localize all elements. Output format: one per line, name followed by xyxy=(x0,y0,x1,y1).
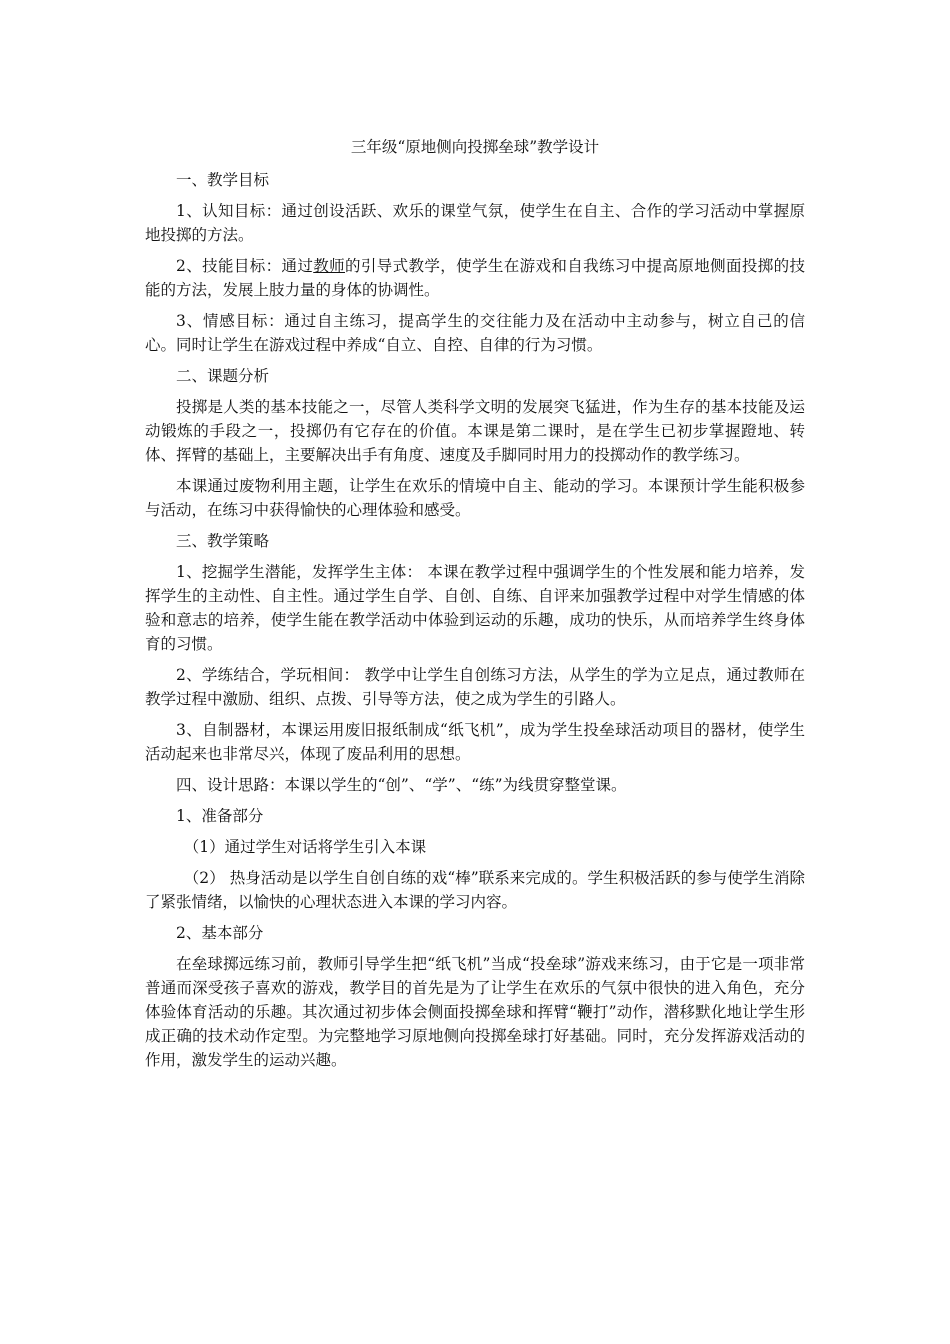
design-subheading-basic: 2、基本部分 xyxy=(176,924,264,942)
design-subheading-preparation: 1、准备部分 xyxy=(176,807,264,825)
section-heading-analysis: 二、课题分析 xyxy=(176,367,270,385)
underlined-word-teacher: 教师 xyxy=(313,257,345,275)
strategy-paragraph-1: 1、挖掘学生潜能，发挥学生主体： 本课在教学过程中强调学生的个性发展和能力培养，发挥学生的主动性、自主性。通过学生自学、自创、自练、自评来加强教学过程中对学生情感的体验和意志的培养，使学生能在教学活动中体验到运动的乐趣，成功的快乐，从而培养学生终身体育的习惯。 xyxy=(145,563,805,653)
objective-skill-text-start: 2、技能目标：通过 xyxy=(176,257,314,275)
section-heading-design: 四、设计思路：本课以学生的“创”、“学”、“练”为线贯穿整堂课。 xyxy=(176,776,627,794)
strategy-paragraph-2: 2、学练结合，学玩相间： 教学中让学生自创练习方法，从学生的学为立足点，通过教师在教学过程中激励、组织、点拨、引导等方法，使之成为学生的引路人。 xyxy=(145,666,805,708)
analysis-paragraph-2: 本课通过废物利用主题，让学生在欢乐的情境中自主、能动的学习。本课预计学生能积极参与活动，在练习中获得愉快的心理体验和感受。 xyxy=(145,477,805,519)
objective-emotional: 3、情感目标：通过自主练习，提高学生的交往能力及在活动中主动参与，树立自己的信心。同时让学生在游戏过程中养成“自立、自控、自律的行为习惯。 xyxy=(145,312,805,354)
strategy-paragraph-3: 3、自制器材，本课运用废旧报纸制成“纸飞机”，成为学生投垒球活动项目的器材，使学生活动起来也非常尽兴，体现了废品利用的思想。 xyxy=(145,721,805,763)
objective-cognitive: 1、认知目标：通过创设活跃、欢乐的课堂气氛，使学生在自主、合作的学习活动中掌握原地投掷的方法。 xyxy=(145,202,805,244)
section-heading-strategy: 三、教学策略 xyxy=(176,532,270,550)
objective-skill xyxy=(145,254,805,302)
document-title: 三年级“原地侧向投掷垒球”教学设计 xyxy=(350,138,600,156)
design-item-2: （2） 热身活动是以学生自创自练的戏“棒”联系来完成的。学生积极活跃的参与使学生消除了紧张情绪，以愉快的心理状态进入本课的学习内容。 xyxy=(145,869,805,911)
section-heading-objectives: 一、教学目标 xyxy=(176,171,270,189)
analysis-paragraph-1: 投掷是人类的基本技能之一，尽管人类科学文明的发展突飞猛进，作为生存的基本技能及运动锻炼的手段之一，投掷仍有它存在的价值。本课是第二课时，是在学生已初步掌握蹬地、转体、挥臂的基础上，主要解决出手有角度、速度及手脚同时用力的投掷动作的教学练习。 xyxy=(145,398,805,464)
document-page xyxy=(145,132,805,1079)
design-item-1: （1）通过学生对话将学生引入本课 xyxy=(183,838,427,856)
objective-skill-text-end: 的引导式教学，使学生在游戏和自我练习中提高原地侧面投掷的技能的方法，发展上肢力量的身体的协调性。 xyxy=(145,257,805,299)
design-paragraph-basic: 在垒球掷远练习前，教师引导学生把“纸飞机”当成“投垒球”游戏来练习，由于它是一项非常普通而深受孩子喜欢的游戏，教学目的首先是为了让学生在欢乐的气氛中很快的进入角色，充分体验体育活动的乐趣。其次通过初步体会侧面投掷垒球和挥臂“鞭打”动作，潜移默化地让学生形成正确的技术动作定型。为完整地学习原地侧向投掷垒球打好基础。同时，充分发挥游戏活动的作用，激发学生的运动兴趣。 xyxy=(145,955,805,1069)
